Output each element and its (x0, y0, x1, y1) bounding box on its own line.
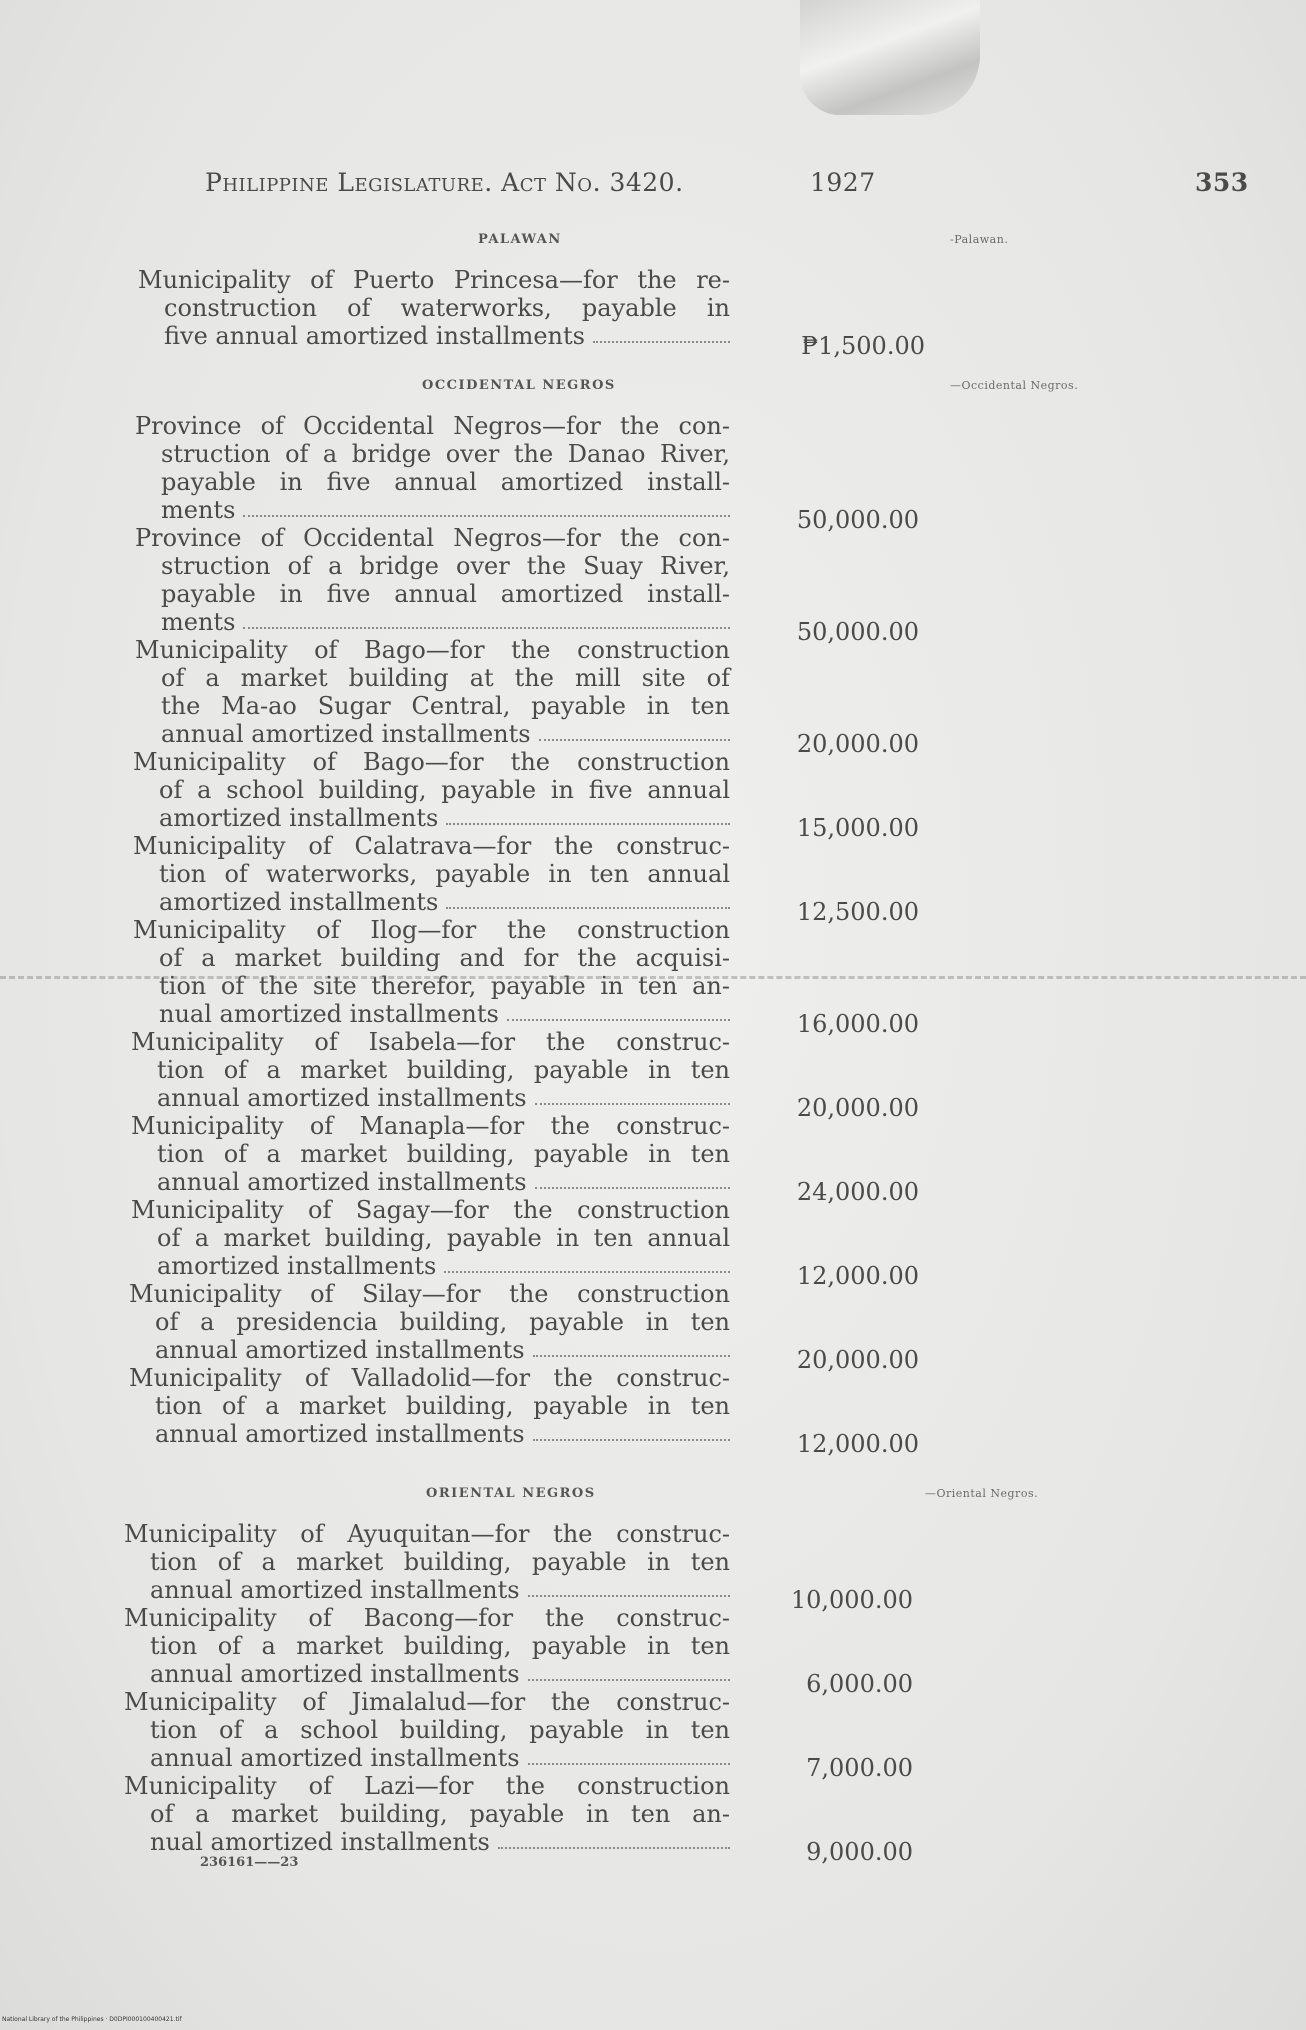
amount-value: 20,000.00 (796, 1346, 919, 1374)
appropriation-entry (133, 832, 730, 916)
entry-line-text: nual amortized installments (159, 1000, 499, 1028)
leader-dots (446, 823, 730, 825)
amount-value: 50,000.00 (796, 506, 919, 534)
appropriation-entry (131, 1196, 730, 1280)
appropriation-entry (124, 1688, 730, 1772)
entry-line (124, 1660, 730, 1688)
entry-line: construction of waterworks, payable in (164, 294, 730, 322)
entry-line-text: nual amortized installments (150, 1828, 490, 1856)
appropriation-entry (135, 412, 730, 524)
amount-value: 50,000.00 (796, 618, 919, 646)
margin-note: —Occidental Negros. (950, 379, 1079, 392)
entry-line: of a market building, payable in ten annual (157, 1224, 730, 1252)
printer-code: 236161——23 (200, 1855, 299, 1870)
entry-line: struction of a bridge over the Danao River, (161, 440, 730, 468)
amount-value: ₱1,500.00 (801, 332, 925, 360)
entry-line: of a presidencia building, payable in ten (155, 1308, 730, 1336)
amount-value: 15,000.00 (796, 814, 919, 842)
entry-line-text: annual amortized installments (161, 720, 531, 748)
entry-line: Municipality of Jimalalud—for the construc- (124, 1688, 730, 1716)
entry-line: Municipality of Bago—for the construction (135, 636, 730, 664)
entry-line: payable in five annual amortized install- (161, 468, 730, 496)
leader-dots (535, 1103, 730, 1105)
entry-line-text: annual amortized installments (150, 1576, 520, 1604)
appropriation-entry (135, 636, 730, 748)
entry-line-text: ments (161, 608, 236, 636)
leader-dots (243, 627, 730, 629)
entry-line: Municipality of Lazi—for the construction (124, 1772, 730, 1800)
entry-line: tion of a school building, payable in ten (150, 1716, 730, 1744)
entry-line (135, 496, 730, 524)
entry-line: Municipality of Ayuquitan—for the construc- (124, 1520, 730, 1548)
entry-line: struction of a bridge over the Suay River, (161, 552, 730, 580)
entry-line: tion of waterworks, payable in ten annual (159, 860, 730, 888)
appropriation-entry (124, 1604, 730, 1688)
entry-line (129, 1420, 730, 1448)
header-title: Philippine Legislature. Act No. 3420. (205, 168, 684, 197)
entry-line (131, 1168, 730, 1196)
section-heading: PALAWAN (478, 232, 562, 247)
entry-line: Municipality of Manapla—for the construc- (131, 1112, 730, 1140)
entry-line-text: annual amortized installments (157, 1084, 527, 1112)
leader-dots (533, 1439, 730, 1441)
appropriation-entry (129, 1364, 730, 1448)
section-heading: OCCIDENTAL NEGROS (422, 378, 616, 393)
appropriation-entry (131, 1112, 730, 1196)
entry-line-text: amortized installments (157, 1252, 437, 1280)
entry-line-text: ments (161, 496, 236, 524)
leader-dots (498, 1847, 730, 1849)
entry-line-text: annual amortized installments (155, 1420, 525, 1448)
entry-line (135, 608, 730, 636)
entry-line: Province of Occidental Negros—for the con- (135, 412, 730, 440)
entry-line (131, 1252, 730, 1280)
appropriation-entry (138, 266, 730, 350)
amount-value: 12,000.00 (796, 1430, 919, 1458)
amount-value: 7,000.00 (806, 1754, 913, 1782)
amount-value: 10,000.00 (790, 1586, 913, 1614)
margin-note: -Palawan. (950, 233, 1009, 246)
leader-dots (528, 1763, 730, 1765)
entry-line: Municipality of Valladolid—for the construc- (129, 1364, 730, 1392)
entry-line (124, 1576, 730, 1604)
entry-line: Municipality of Isabela—for the construc- (131, 1028, 730, 1056)
entry-line-text: annual amortized installments (150, 1744, 520, 1772)
entry-line (133, 1000, 730, 1028)
amount-value: 12,000.00 (796, 1262, 919, 1290)
entry-line-text: annual amortized installments (150, 1660, 520, 1688)
entry-line-text: annual amortized installments (155, 1336, 525, 1364)
leader-dots (528, 1679, 730, 1681)
entry-line (133, 804, 730, 832)
leader-dots (507, 1019, 730, 1021)
amount-value: 6,000.00 (806, 1670, 913, 1698)
amount-value: 24,000.00 (796, 1178, 919, 1206)
entry-line (135, 720, 730, 748)
entry-line: Municipality of Bago—for the construction (133, 748, 730, 776)
leader-dots (535, 1187, 730, 1189)
appropriation-entry (133, 748, 730, 832)
entry-line: of a market building at the mill site of (161, 664, 730, 692)
entry-line: tion of a market building, payable in ten (157, 1056, 730, 1084)
entry-line: Municipality of Ilog—for the construction (133, 916, 730, 944)
entry-line: Municipality of Sagay—for the construction (131, 1196, 730, 1224)
entry-line: Municipality of Bacong—for the construc- (124, 1604, 730, 1632)
leader-dots (533, 1355, 730, 1357)
entry-line: tion of a market building, payable in ten (155, 1392, 730, 1420)
page-fold-shadow (800, 0, 980, 115)
entry-line: payable in five annual amortized install- (161, 580, 730, 608)
entry-line: tion of a market building, payable in ten (150, 1548, 730, 1576)
leader-dots (446, 907, 730, 909)
amount-value: 20,000.00 (796, 730, 919, 758)
leader-dots (528, 1595, 730, 1597)
entry-line-text: amortized installments (159, 888, 439, 916)
entry-line: tion of a market building, payable in ten (157, 1140, 730, 1168)
page-number: 353 (1195, 168, 1249, 197)
amount-value: 16,000.00 (796, 1010, 919, 1038)
entry-line: tion of the site therefor, payable in ten an- (159, 972, 730, 1000)
amount-value: 12,500.00 (796, 898, 919, 926)
appropriation-entry (131, 1028, 730, 1112)
entry-line (133, 888, 730, 916)
entry-line: of a market building and for the acquisi- (159, 944, 730, 972)
leader-dots (243, 515, 730, 517)
header-year: 1927 (810, 168, 876, 197)
entry-line (124, 1744, 730, 1772)
entry-line: Municipality of Puerto Princesa—for the re- (138, 266, 730, 294)
entry-line: tion of a market building, payable in ten (150, 1632, 730, 1660)
entry-line: Municipality of Silay—for the construction (129, 1280, 730, 1308)
appropriation-entry (133, 916, 730, 1028)
entry-line-text: amortized installments (159, 804, 439, 832)
entry-line: of a market building, payable in ten an- (150, 1800, 730, 1828)
leader-dots (593, 341, 730, 343)
amount-value: 20,000.00 (796, 1094, 919, 1122)
entry-line-text: annual amortized installments (157, 1168, 527, 1196)
entry-line: Municipality of Calatrava—for the construc- (133, 832, 730, 860)
appropriation-entry (129, 1280, 730, 1364)
appropriation-entry (135, 524, 730, 636)
amount-value: 9,000.00 (806, 1838, 913, 1866)
entry-line (131, 1084, 730, 1112)
appropriation-entry (124, 1520, 730, 1604)
entry-line: Province of Occidental Negros—for the con- (135, 524, 730, 552)
entry-line: the Ma-ao Sugar Central, payable in ten (161, 692, 730, 720)
leader-dots (444, 1271, 730, 1273)
entry-line-text: five annual amortized installments (164, 322, 585, 350)
section-heading: ORIENTAL NEGROS (426, 1486, 596, 1501)
margin-note: —Oriental Negros. (925, 1487, 1039, 1500)
leader-dots (539, 739, 730, 741)
appropriation-entry (124, 1772, 730, 1856)
scan-imprint: National Library of the Philippines · D0DPI000100400421.tif (2, 2016, 182, 2023)
entry-line (138, 322, 730, 350)
entry-line (129, 1336, 730, 1364)
entry-line: of a school building, payable in five annual (159, 776, 730, 804)
entry-line (124, 1828, 730, 1856)
